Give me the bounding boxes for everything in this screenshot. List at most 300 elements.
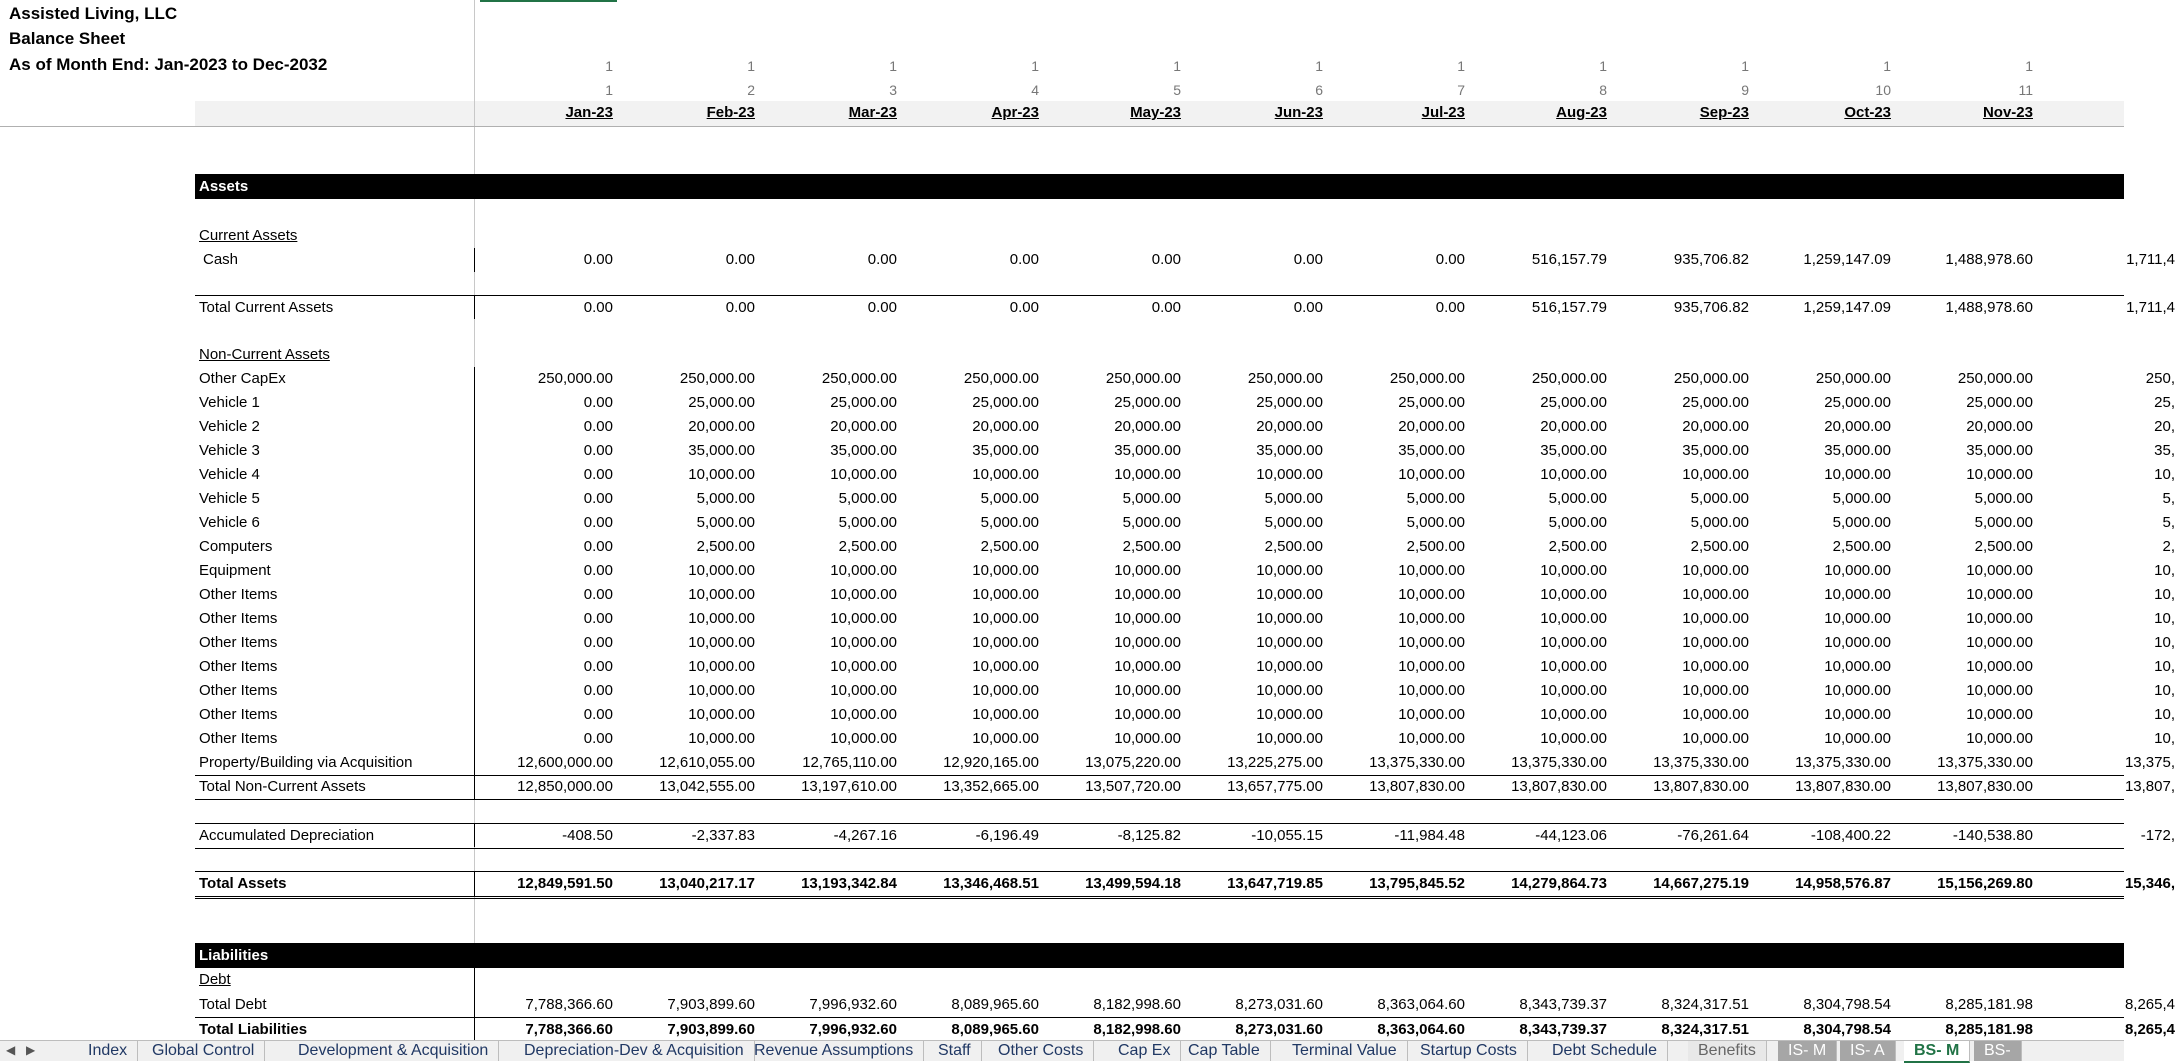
value-cell[interactable]: 0.00 [1435, 251, 1465, 268]
value-cell[interactable]: 10,000.00 [1540, 682, 1607, 699]
value-cell[interactable]: 10,000.00 [1966, 610, 2033, 627]
value-cell[interactable]: 935,706.82 [1673, 251, 1749, 268]
value-cell[interactable]: 0.00 [583, 538, 613, 555]
value-cell[interactable]: 250, [2145, 370, 2175, 387]
value-cell[interactable]: 13,507,720.00 [1085, 778, 1181, 795]
value-cell[interactable]: 5, [2162, 490, 2175, 507]
value-cell[interactable]: -11,984.48 [1394, 827, 1465, 844]
value-cell[interactable]: 10,000.00 [1966, 730, 2033, 747]
value-cell[interactable]: 10, [2154, 466, 2175, 483]
value-cell[interactable]: 13,807, [2124, 778, 2175, 795]
value-cell[interactable]: 0.00 [583, 251, 613, 268]
value-cell[interactable]: 13,193,342.84 [801, 875, 897, 892]
value-cell[interactable]: 10,000.00 [688, 562, 755, 579]
value-cell[interactable]: 12,610,055.00 [659, 754, 755, 771]
value-cell[interactable]: 15,156,269.80 [1937, 875, 2033, 892]
value-cell[interactable]: 13,795,845.52 [1369, 875, 1465, 892]
tab-scroll-left-icon[interactable]: ◀ [6, 1043, 16, 1057]
value-cell[interactable]: 10,000.00 [1398, 466, 1465, 483]
value-cell[interactable]: 35, [2154, 442, 2175, 459]
value-cell[interactable]: 250,000.00 [1531, 370, 1607, 387]
value-cell[interactable]: 10,000.00 [1682, 706, 1749, 723]
value-cell[interactable]: 20,000.00 [972, 418, 1039, 435]
value-cell[interactable]: 13,807,830.00 [1795, 778, 1891, 795]
value-cell[interactable]: 10,000.00 [1114, 610, 1181, 627]
value-cell[interactable]: 10,000.00 [1256, 562, 1323, 579]
value-cell[interactable]: 20,000.00 [1966, 418, 2033, 435]
value-cell[interactable]: 5,000.00 [1974, 514, 2033, 531]
month-header-mar-23[interactable]: Mar-23 [848, 104, 897, 121]
value-cell[interactable]: 0.00 [1435, 299, 1465, 316]
value-cell[interactable]: 13,499,594.18 [1085, 875, 1181, 892]
value-cell[interactable]: 13,807,830.00 [1369, 778, 1465, 795]
value-cell[interactable]: 10, [2154, 562, 2175, 579]
value-cell[interactable]: 8,285,181.98 [1945, 1021, 2033, 1038]
value-cell[interactable]: 7,903,899.60 [667, 1021, 755, 1038]
value-cell[interactable]: 10,000.00 [1398, 706, 1465, 723]
value-cell[interactable]: 12,765,110.00 [802, 754, 897, 771]
value-cell[interactable]: 10,000.00 [972, 610, 1039, 627]
value-cell[interactable]: -408.50 [562, 827, 613, 844]
value-cell[interactable]: 250,000.00 [679, 370, 755, 387]
value-cell[interactable]: 0.00 [583, 299, 613, 316]
value-cell[interactable]: 10,000.00 [1256, 706, 1323, 723]
value-cell[interactable]: 2,500.00 [1974, 538, 2033, 555]
value-cell[interactable]: 8,182,998.60 [1093, 1021, 1181, 1038]
value-cell[interactable]: 20,000.00 [1398, 418, 1465, 435]
value-cell[interactable]: 10, [2154, 706, 2175, 723]
value-cell[interactable]: 10,000.00 [1256, 658, 1323, 675]
value-cell[interactable]: 5,000.00 [980, 514, 1039, 531]
tab-scroll-right-icon[interactable]: ▶ [26, 1043, 36, 1057]
value-cell[interactable]: 10,000.00 [1114, 466, 1181, 483]
value-cell[interactable]: 10,000.00 [1682, 466, 1749, 483]
sheet-tab-cap-table[interactable]: Cap Table [1178, 1041, 1271, 1061]
sheet-tab-is-m[interactable]: IS- M [1778, 1041, 1837, 1061]
value-cell[interactable]: 1,711,4 [2126, 251, 2175, 268]
value-cell[interactable]: 10, [2154, 682, 2175, 699]
value-cell[interactable]: 5,000.00 [838, 514, 897, 531]
value-cell[interactable]: 10,000.00 [1824, 562, 1891, 579]
value-cell[interactable]: -108,400.22 [1810, 827, 1891, 844]
value-cell[interactable]: 10,000.00 [1682, 610, 1749, 627]
value-cell[interactable]: 0.00 [583, 610, 613, 627]
value-cell[interactable]: 20,000.00 [1682, 418, 1749, 435]
value-cell[interactable]: 10,000.00 [830, 706, 897, 723]
value-cell[interactable]: 5,000.00 [1548, 514, 1607, 531]
value-cell[interactable]: 13,375,330.00 [1795, 754, 1891, 771]
value-cell[interactable]: 35,000.00 [830, 442, 897, 459]
value-cell[interactable]: 25,000.00 [1540, 394, 1607, 411]
sheet-tab-other-costs[interactable]: Other Costs [988, 1041, 1094, 1061]
value-cell[interactable]: 2, [2162, 538, 2175, 555]
month-header-jun-23[interactable]: Jun-23 [1274, 104, 1323, 121]
value-cell[interactable]: 250,000.00 [1105, 370, 1181, 387]
value-cell[interactable]: 25,000.00 [972, 394, 1039, 411]
value-cell[interactable]: 0.00 [583, 586, 613, 603]
value-cell[interactable]: 10,000.00 [688, 634, 755, 651]
value-cell[interactable]: 10,000.00 [1682, 562, 1749, 579]
value-cell[interactable]: 20,000.00 [688, 418, 755, 435]
value-cell[interactable]: 10,000.00 [688, 586, 755, 603]
value-cell[interactable]: 2,500.00 [1548, 538, 1607, 555]
value-cell[interactable]: 250,000.00 [1673, 370, 1749, 387]
value-cell[interactable]: 5,000.00 [696, 490, 755, 507]
value-cell[interactable]: 10,000.00 [1256, 634, 1323, 651]
value-cell[interactable]: 10,000.00 [1824, 634, 1891, 651]
value-cell[interactable]: 0.00 [583, 634, 613, 651]
value-cell[interactable]: 20,000.00 [1824, 418, 1891, 435]
value-cell[interactable]: 5,000.00 [1690, 514, 1749, 531]
value-cell[interactable]: 12,849,591.50 [517, 875, 613, 892]
sheet-tab-staff[interactable]: Staff [928, 1041, 982, 1061]
value-cell[interactable]: 25,000.00 [1682, 394, 1749, 411]
value-cell[interactable]: 0.00 [583, 490, 613, 507]
value-cell[interactable]: 35,000.00 [972, 442, 1039, 459]
value-cell[interactable]: 13,042,555.00 [659, 778, 755, 795]
value-cell[interactable]: 13,657,775.00 [1227, 778, 1323, 795]
value-cell[interactable]: 10,000.00 [830, 634, 897, 651]
value-cell[interactable]: 10,000.00 [1540, 466, 1607, 483]
value-cell[interactable]: 13,346,468.51 [943, 875, 1039, 892]
value-cell[interactable]: 13,352,665.00 [943, 778, 1039, 795]
value-cell[interactable]: 5,000.00 [1122, 490, 1181, 507]
value-cell[interactable]: 35,000.00 [1114, 442, 1181, 459]
value-cell[interactable]: 0.00 [583, 682, 613, 699]
value-cell[interactable]: 5,000.00 [1264, 490, 1323, 507]
value-cell[interactable]: 8,273,031.60 [1235, 1021, 1323, 1038]
value-cell[interactable]: 0.00 [583, 562, 613, 579]
value-cell[interactable]: 20,000.00 [1114, 418, 1181, 435]
month-header-jan-23[interactable]: Jan-23 [565, 104, 613, 121]
value-cell[interactable]: 10,000.00 [688, 610, 755, 627]
sheet-tab-bs-m[interactable]: BS- M [1904, 1041, 1970, 1063]
value-cell[interactable]: 0.00 [867, 251, 897, 268]
value-cell[interactable]: 0.00 [1293, 251, 1323, 268]
value-cell[interactable]: 13,040,217.17 [659, 875, 755, 892]
value-cell[interactable]: 5, [2162, 514, 2175, 531]
value-cell[interactable]: 10,000.00 [1540, 586, 1607, 603]
value-cell[interactable]: 8,324,317.51 [1661, 1021, 1749, 1038]
value-cell[interactable]: 7,788,366.60 [525, 1021, 613, 1038]
value-cell[interactable]: 10, [2154, 610, 2175, 627]
value-cell[interactable]: 10,000.00 [1966, 466, 2033, 483]
value-cell[interactable]: -6,196.49 [975, 827, 1039, 844]
value-cell[interactable]: 0.00 [725, 251, 755, 268]
value-cell[interactable]: 20, [2154, 418, 2175, 435]
value-cell[interactable]: 2,500.00 [1690, 538, 1749, 555]
value-cell[interactable]: 2,500.00 [980, 538, 1039, 555]
value-cell[interactable]: 10,000.00 [830, 682, 897, 699]
value-cell[interactable]: 8,343,739.37 [1519, 996, 1607, 1013]
value-cell[interactable]: 10,000.00 [1824, 706, 1891, 723]
value-cell[interactable]: 250,000.00 [1957, 370, 2033, 387]
value-cell[interactable]: 10,000.00 [1114, 706, 1181, 723]
month-header-jul-23[interactable]: Jul-23 [1421, 104, 1465, 121]
value-cell[interactable]: 12,600,000.00 [517, 754, 613, 771]
value-cell[interactable]: 2,500.00 [1832, 538, 1891, 555]
value-cell[interactable]: 10,000.00 [972, 634, 1039, 651]
value-cell[interactable]: 20,000.00 [1256, 418, 1323, 435]
value-cell[interactable]: 8,089,965.60 [951, 996, 1039, 1013]
value-cell[interactable]: -76,261.64 [1677, 827, 1749, 844]
value-cell[interactable]: 10,000.00 [1398, 562, 1465, 579]
sheet-tab-cap-ex[interactable]: Cap Ex [1108, 1041, 1181, 1061]
value-cell[interactable]: 25,000.00 [1256, 394, 1323, 411]
value-cell[interactable]: 5,000.00 [696, 514, 755, 531]
value-cell[interactable]: 10,000.00 [688, 658, 755, 675]
value-cell[interactable]: 250,000.00 [1247, 370, 1323, 387]
value-cell[interactable]: 7,903,899.60 [667, 996, 755, 1013]
value-cell[interactable]: 10,000.00 [1256, 730, 1323, 747]
value-cell[interactable]: 0.00 [583, 418, 613, 435]
value-cell[interactable]: 8,285,181.98 [1945, 996, 2033, 1013]
value-cell[interactable]: 8,089,965.60 [951, 1021, 1039, 1038]
value-cell[interactable]: 10,000.00 [1114, 634, 1181, 651]
value-cell[interactable]: 0.00 [583, 394, 613, 411]
value-cell[interactable]: 20,000.00 [1540, 418, 1607, 435]
value-cell[interactable]: 10,000.00 [972, 562, 1039, 579]
value-cell[interactable]: 10,000.00 [1540, 658, 1607, 675]
value-cell[interactable]: 5,000.00 [980, 490, 1039, 507]
value-cell[interactable]: 5,000.00 [838, 490, 897, 507]
value-cell[interactable]: 5,000.00 [1974, 490, 2033, 507]
value-cell[interactable]: 0.00 [1293, 299, 1323, 316]
value-cell[interactable]: 10,000.00 [1256, 586, 1323, 603]
value-cell[interactable]: 10,000.00 [1114, 586, 1181, 603]
month-header-aug-23[interactable]: Aug-23 [1556, 104, 1607, 121]
value-cell[interactable]: 10,000.00 [1540, 610, 1607, 627]
value-cell[interactable]: 10,000.00 [972, 658, 1039, 675]
value-cell[interactable]: 35,000.00 [1540, 442, 1607, 459]
month-header-may-23[interactable]: May-23 [1130, 104, 1181, 121]
value-cell[interactable]: 25,000.00 [1114, 394, 1181, 411]
value-cell[interactable]: 2,500.00 [1264, 538, 1323, 555]
value-cell[interactable]: 0.00 [1151, 299, 1181, 316]
value-cell[interactable]: 0.00 [583, 442, 613, 459]
value-cell[interactable]: 0.00 [583, 466, 613, 483]
value-cell[interactable]: 8,265,4 [2124, 996, 2175, 1013]
value-cell[interactable]: 8,363,064.60 [1377, 1021, 1465, 1038]
value-cell[interactable]: 15,346, [2124, 875, 2175, 892]
value-cell[interactable]: 10,000.00 [1682, 658, 1749, 675]
value-cell[interactable]: 10,000.00 [1114, 682, 1181, 699]
value-cell[interactable]: 10,000.00 [1966, 706, 2033, 723]
value-cell[interactable]: 10,000.00 [1824, 658, 1891, 675]
value-cell[interactable]: 10,000.00 [1966, 682, 2033, 699]
value-cell[interactable]: 7,996,932.60 [809, 1021, 897, 1038]
value-cell[interactable]: 35,000.00 [1824, 442, 1891, 459]
month-header-oct-23[interactable]: Oct-23 [1844, 104, 1891, 121]
value-cell[interactable]: 8,363,064.60 [1377, 996, 1465, 1013]
value-cell[interactable]: 10,000.00 [830, 610, 897, 627]
month-header-sep-23[interactable]: Sep-23 [1699, 104, 1749, 121]
value-cell[interactable]: 20,000.00 [830, 418, 897, 435]
sheet-tab-startup-costs[interactable]: Startup Costs [1410, 1041, 1528, 1061]
sheet-tab-revenue-assumptions[interactable]: Revenue Assumptions [744, 1041, 924, 1061]
month-header-nov-23[interactable]: Nov-23 [1982, 104, 2033, 121]
sheet-tab-benefits[interactable]: Benefits [1688, 1041, 1767, 1061]
value-cell[interactable]: 25,000.00 [688, 394, 755, 411]
value-cell[interactable]: 8,182,998.60 [1093, 996, 1181, 1013]
value-cell[interactable]: 10, [2154, 634, 2175, 651]
value-cell[interactable]: 8,343,739.37 [1519, 1021, 1607, 1038]
value-cell[interactable]: 10,000.00 [972, 730, 1039, 747]
value-cell[interactable]: 13,075,220.00 [1085, 754, 1181, 771]
value-cell[interactable]: -44,123.06 [1535, 827, 1607, 844]
value-cell[interactable]: 10,000.00 [688, 682, 755, 699]
value-cell[interactable]: -4,267.16 [833, 827, 897, 844]
value-cell[interactable]: 10,000.00 [830, 730, 897, 747]
value-cell[interactable]: 35,000.00 [1398, 442, 1465, 459]
value-cell[interactable]: 1,711,4 [2126, 299, 2175, 316]
value-cell[interactable]: 10,000.00 [830, 658, 897, 675]
value-cell[interactable]: 10,000.00 [830, 562, 897, 579]
value-cell[interactable]: 35,000.00 [1256, 442, 1323, 459]
value-cell[interactable]: 10,000.00 [1824, 730, 1891, 747]
value-cell[interactable]: 1,259,147.09 [1803, 251, 1891, 268]
value-cell[interactable]: 10,000.00 [1966, 634, 2033, 651]
value-cell[interactable]: 10,000.00 [1966, 658, 2033, 675]
value-cell[interactable]: 10,000.00 [972, 586, 1039, 603]
value-cell[interactable]: 13,375,330.00 [1937, 754, 2033, 771]
value-cell[interactable]: 25,000.00 [830, 394, 897, 411]
value-cell[interactable]: 14,667,275.19 [1653, 875, 1749, 892]
sheet-tab-bs[interactable]: BS- [1974, 1041, 2022, 1061]
value-cell[interactable]: 10,000.00 [1540, 562, 1607, 579]
sheet-tab-terminal-value[interactable]: Terminal Value [1282, 1041, 1408, 1061]
value-cell[interactable]: -2,337.83 [691, 827, 755, 844]
sheet-tab-depreciation-dev-acquisition[interactable]: Depreciation-Dev & Acquisition [514, 1041, 755, 1061]
value-cell[interactable]: 5,000.00 [1690, 490, 1749, 507]
value-cell[interactable]: 935,706.82 [1673, 299, 1749, 316]
value-cell[interactable]: 8,324,317.51 [1661, 996, 1749, 1013]
value-cell[interactable]: 516,157.79 [1531, 251, 1607, 268]
value-cell[interactable]: 5,000.00 [1406, 514, 1465, 531]
value-cell[interactable]: 10,000.00 [1114, 730, 1181, 747]
value-cell[interactable]: 10,000.00 [1114, 658, 1181, 675]
value-cell[interactable]: 10,000.00 [1824, 586, 1891, 603]
value-cell[interactable]: 8,273,031.60 [1235, 996, 1323, 1013]
value-cell[interactable]: 10,000.00 [1824, 610, 1891, 627]
value-cell[interactable]: 10,000.00 [1256, 682, 1323, 699]
value-cell[interactable]: 1,259,147.09 [1803, 299, 1891, 316]
value-cell[interactable]: 250,000.00 [1389, 370, 1465, 387]
value-cell[interactable]: 8,304,798.54 [1803, 996, 1891, 1013]
value-cell[interactable]: 10,000.00 [972, 466, 1039, 483]
value-cell[interactable]: 7,788,366.60 [525, 996, 613, 1013]
value-cell[interactable]: 5,000.00 [1548, 490, 1607, 507]
value-cell[interactable]: 10,000.00 [1398, 610, 1465, 627]
value-cell[interactable]: 1,488,978.60 [1945, 299, 2033, 316]
value-cell[interactable]: 2,500.00 [838, 538, 897, 555]
value-cell[interactable]: 13,807,830.00 [1511, 778, 1607, 795]
value-cell[interactable]: 13,375,330.00 [1369, 754, 1465, 771]
value-cell[interactable]: 10,000.00 [688, 466, 755, 483]
value-cell[interactable]: 13,807,830.00 [1937, 778, 2033, 795]
value-cell[interactable]: 10,000.00 [688, 706, 755, 723]
value-cell[interactable]: 0.00 [583, 658, 613, 675]
value-cell[interactable]: 10,000.00 [1966, 586, 2033, 603]
value-cell[interactable]: 13,375,330.00 [1511, 754, 1607, 771]
value-cell[interactable]: 10,000.00 [1682, 634, 1749, 651]
value-cell[interactable]: 0.00 [583, 706, 613, 723]
value-cell[interactable]: 5,000.00 [1832, 490, 1891, 507]
value-cell[interactable]: 516,157.79 [1531, 299, 1607, 316]
value-cell[interactable]: 25, [2154, 394, 2175, 411]
value-cell[interactable]: 8,304,798.54 [1803, 1021, 1891, 1038]
value-cell[interactable]: 25,000.00 [1966, 394, 2033, 411]
value-cell[interactable]: 250,000.00 [963, 370, 1039, 387]
value-cell[interactable]: 10,000.00 [830, 586, 897, 603]
value-cell[interactable]: 13,225,275.00 [1227, 754, 1323, 771]
value-cell[interactable]: 8,265,4 [2124, 1021, 2175, 1038]
value-cell[interactable]: 35,000.00 [1966, 442, 2033, 459]
value-cell[interactable]: 10,000.00 [1824, 682, 1891, 699]
value-cell[interactable]: 10,000.00 [1966, 562, 2033, 579]
value-cell[interactable]: 14,279,864.73 [1511, 875, 1607, 892]
value-cell[interactable]: 0.00 [583, 730, 613, 747]
value-cell[interactable]: 10, [2154, 730, 2175, 747]
value-cell[interactable]: 7,996,932.60 [809, 996, 897, 1013]
value-cell[interactable]: 10,000.00 [1256, 610, 1323, 627]
value-cell[interactable]: 250,000.00 [821, 370, 897, 387]
value-cell[interactable]: 10,000.00 [830, 466, 897, 483]
value-cell[interactable]: 10,000.00 [1256, 466, 1323, 483]
value-cell[interactable]: 2,500.00 [696, 538, 755, 555]
value-cell[interactable]: 13,375,330.00 [1653, 754, 1749, 771]
value-cell[interactable]: 5,000.00 [1122, 514, 1181, 531]
value-cell[interactable]: 0.00 [1009, 251, 1039, 268]
value-cell[interactable]: 10,000.00 [1398, 682, 1465, 699]
value-cell[interactable]: 10,000.00 [1540, 706, 1607, 723]
value-cell[interactable]: 5,000.00 [1264, 514, 1323, 531]
value-cell[interactable]: 10, [2154, 586, 2175, 603]
value-cell[interactable]: 13,807,830.00 [1653, 778, 1749, 795]
value-cell[interactable]: 0.00 [725, 299, 755, 316]
value-cell[interactable]: 10,000.00 [1114, 562, 1181, 579]
value-cell[interactable]: 10,000.00 [1540, 634, 1607, 651]
value-cell[interactable]: 35,000.00 [688, 442, 755, 459]
value-cell[interactable]: -140,538.80 [1952, 827, 2033, 844]
month-header-apr-23[interactable]: Apr-23 [991, 104, 1039, 121]
value-cell[interactable]: 25,000.00 [1824, 394, 1891, 411]
value-cell[interactable]: 12,850,000.00 [517, 778, 613, 795]
value-cell[interactable]: 12,920,165.00 [943, 754, 1039, 771]
sheet-tab-is-a[interactable]: IS- A [1840, 1041, 1896, 1061]
value-cell[interactable]: 250,000.00 [537, 370, 613, 387]
value-cell[interactable]: 250,000.00 [1815, 370, 1891, 387]
value-cell[interactable]: 0.00 [867, 299, 897, 316]
value-cell[interactable]: 10,000.00 [1682, 730, 1749, 747]
value-cell[interactable]: 10,000.00 [1398, 730, 1465, 747]
sheet-tab-index[interactable]: Index [78, 1041, 138, 1061]
sheet-tab-global-control[interactable]: Global Control [142, 1041, 265, 1061]
value-cell[interactable]: 10,000.00 [1398, 586, 1465, 603]
value-cell[interactable]: 1,488,978.60 [1945, 251, 2033, 268]
value-cell[interactable]: 35,000.00 [1682, 442, 1749, 459]
value-cell[interactable]: 10,000.00 [972, 706, 1039, 723]
sheet-tab-debt-schedule[interactable]: Debt Schedule [1542, 1041, 1668, 1061]
value-cell[interactable]: 10,000.00 [688, 730, 755, 747]
value-cell[interactable]: 10, [2154, 658, 2175, 675]
value-cell[interactable]: 10,000.00 [1682, 682, 1749, 699]
value-cell[interactable]: 2,500.00 [1406, 538, 1465, 555]
value-cell[interactable]: 25,000.00 [1398, 394, 1465, 411]
value-cell[interactable]: -172, [2140, 827, 2175, 844]
value-cell[interactable]: 10,000.00 [1398, 658, 1465, 675]
value-cell[interactable]: 0.00 [1009, 299, 1039, 316]
